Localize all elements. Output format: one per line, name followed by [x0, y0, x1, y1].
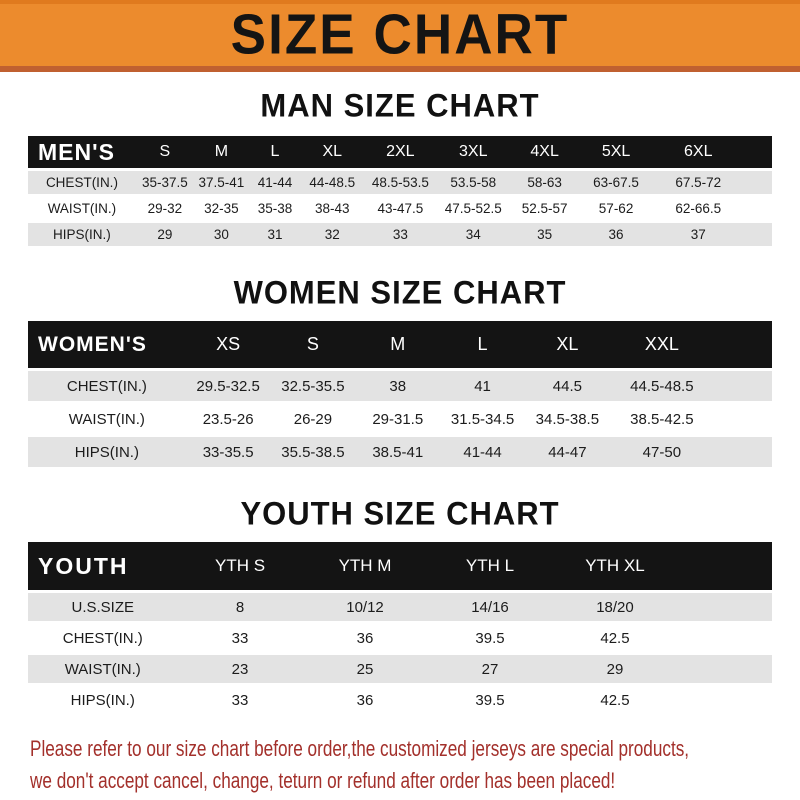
women-header-label: WOMEN'S	[28, 321, 186, 368]
youth-header-label: YOUTH	[28, 542, 178, 590]
size-cell: 27	[428, 655, 553, 683]
size-cell: 25	[303, 655, 428, 683]
man-section-title: MAN SIZE CHART	[260, 86, 540, 125]
youth-col-header: YTH L	[428, 542, 553, 590]
youth-col-header: YTH S	[178, 542, 303, 590]
men-header-spacer	[744, 136, 772, 168]
women-waist-row	[28, 404, 772, 434]
men-col-header: 5XL	[580, 136, 652, 168]
youth-col-header: YTH XL	[552, 542, 677, 590]
size-cell: 23	[178, 655, 303, 683]
size-cell: 26-29	[271, 404, 356, 434]
order-policy-line-1: Please refer to our size chart before order,the customized jerseys are special products,	[30, 736, 690, 761]
size-cell: 35.5-38.5	[271, 437, 356, 467]
men-chest-row	[28, 171, 772, 194]
size-cell: 38	[355, 371, 440, 401]
row-spacer	[714, 437, 772, 467]
youth-header-spacer	[677, 542, 772, 590]
row-label: CHEST(IN.)	[28, 371, 186, 401]
size-cell: 10/12	[303, 593, 428, 621]
row-spacer	[677, 593, 772, 621]
women-col-header: XS	[186, 321, 271, 368]
size-cell: 23.5-26	[186, 404, 271, 434]
men-size-table	[28, 133, 772, 249]
size-cell: 43-47.5	[364, 197, 438, 220]
men-col-header: L	[249, 136, 301, 168]
row-label: HIPS(IN.)	[28, 437, 186, 467]
row-spacer	[677, 686, 772, 714]
men-col-header: XL	[301, 136, 363, 168]
youth-col-header: YTH M	[303, 542, 428, 590]
men-header-row	[28, 136, 772, 168]
size-cell: 31.5-34.5	[440, 404, 525, 434]
order-policy-note	[30, 733, 800, 797]
size-cell: 32	[301, 223, 363, 246]
women-col-header: XXL	[610, 321, 714, 368]
youth-hips-row	[28, 686, 772, 714]
size-chart-banner	[0, 0, 800, 72]
size-cell: 44.5-48.5	[610, 371, 714, 401]
order-policy-line-2: we don't accept cancel, change, teturn or refund after order has been placed!	[30, 767, 616, 793]
size-cell: 33	[364, 223, 438, 246]
size-cell: 62-66.5	[652, 197, 744, 220]
row-label: CHEST(IN.)	[28, 171, 136, 194]
size-cell: 34	[437, 223, 509, 246]
size-cell: 37.5-41	[194, 171, 249, 194]
size-cell: 41	[440, 371, 525, 401]
row-spacer	[744, 223, 772, 246]
size-cell: 14/16	[428, 593, 553, 621]
size-cell: 38.5-42.5	[610, 404, 714, 434]
size-cell: 39.5	[428, 624, 553, 652]
women-col-header: XL	[525, 321, 610, 368]
size-cell: 18/20	[552, 593, 677, 621]
row-label: WAIST(IN.)	[28, 197, 136, 220]
size-cell: 39.5	[428, 686, 553, 714]
size-cell: 32-35	[194, 197, 249, 220]
banner-title: SIZE CHART	[230, 3, 570, 67]
size-cell: 35-38	[249, 197, 301, 220]
size-cell: 33-35.5	[186, 437, 271, 467]
men-col-header: 3XL	[437, 136, 509, 168]
row-label: U.S.SIZE	[28, 593, 178, 621]
size-cell: 44-48.5	[301, 171, 363, 194]
size-cell: 35-37.5	[136, 171, 194, 194]
men-hips-row	[28, 223, 772, 246]
men-col-header: 6XL	[652, 136, 744, 168]
size-cell: 36	[303, 686, 428, 714]
youth-section-title: YOUTH SIZE CHART	[240, 494, 560, 533]
size-cell: 33	[178, 686, 303, 714]
row-spacer	[677, 655, 772, 683]
size-cell: 29-31.5	[355, 404, 440, 434]
size-cell: 35	[509, 223, 580, 246]
size-cell: 42.5	[552, 686, 677, 714]
size-cell: 29-32	[136, 197, 194, 220]
women-col-header: M	[355, 321, 440, 368]
youth-header-row	[28, 542, 772, 590]
size-cell: 29	[552, 655, 677, 683]
size-cell: 58-63	[509, 171, 580, 194]
row-label: HIPS(IN.)	[28, 223, 136, 246]
row-spacer	[677, 624, 772, 652]
women-hips-row	[28, 437, 772, 467]
women-header-spacer	[714, 321, 772, 368]
size-cell: 38-43	[301, 197, 363, 220]
size-cell: 36	[303, 624, 428, 652]
size-cell: 41-44	[440, 437, 525, 467]
women-section-title: WOMEN SIZE CHART	[233, 273, 567, 312]
row-spacer	[744, 197, 772, 220]
row-spacer	[714, 371, 772, 401]
size-cell: 44.5	[525, 371, 610, 401]
women-chest-row	[28, 371, 772, 401]
size-cell: 32.5-35.5	[271, 371, 356, 401]
size-cell: 29	[136, 223, 194, 246]
youth-ussize-row	[28, 593, 772, 621]
size-cell: 48.5-53.5	[364, 171, 438, 194]
row-label: WAIST(IN.)	[28, 404, 186, 434]
size-cell: 57-62	[580, 197, 652, 220]
row-label: CHEST(IN.)	[28, 624, 178, 652]
size-cell: 31	[249, 223, 301, 246]
women-col-header: L	[440, 321, 525, 368]
size-cell: 36	[580, 223, 652, 246]
size-cell: 47.5-52.5	[437, 197, 509, 220]
men-header-label: MEN'S	[28, 136, 136, 168]
men-col-header: 4XL	[509, 136, 580, 168]
youth-waist-row	[28, 655, 772, 683]
size-cell: 63-67.5	[580, 171, 652, 194]
row-label: HIPS(IN.)	[28, 686, 178, 714]
size-cell: 67.5-72	[652, 171, 744, 194]
women-size-table	[28, 318, 772, 470]
size-cell: 34.5-38.5	[525, 404, 610, 434]
size-cell: 42.5	[552, 624, 677, 652]
size-cell: 47-50	[610, 437, 714, 467]
size-cell: 29.5-32.5	[186, 371, 271, 401]
size-cell: 41-44	[249, 171, 301, 194]
size-cell: 8	[178, 593, 303, 621]
row-spacer	[714, 404, 772, 434]
size-cell: 37	[652, 223, 744, 246]
women-header-row	[28, 321, 772, 368]
size-cell: 53.5-58	[437, 171, 509, 194]
size-cell: 30	[194, 223, 249, 246]
size-cell: 52.5-57	[509, 197, 580, 220]
men-col-header: M	[194, 136, 249, 168]
size-cell: 44-47	[525, 437, 610, 467]
row-spacer	[744, 171, 772, 194]
size-cell: 38.5-41	[355, 437, 440, 467]
row-label: WAIST(IN.)	[28, 655, 178, 683]
men-col-header: 2XL	[364, 136, 438, 168]
men-col-header: S	[136, 136, 194, 168]
size-cell: 33	[178, 624, 303, 652]
youth-chest-row	[28, 624, 772, 652]
men-waist-row	[28, 197, 772, 220]
youth-size-table	[28, 539, 772, 717]
women-col-header: S	[271, 321, 356, 368]
